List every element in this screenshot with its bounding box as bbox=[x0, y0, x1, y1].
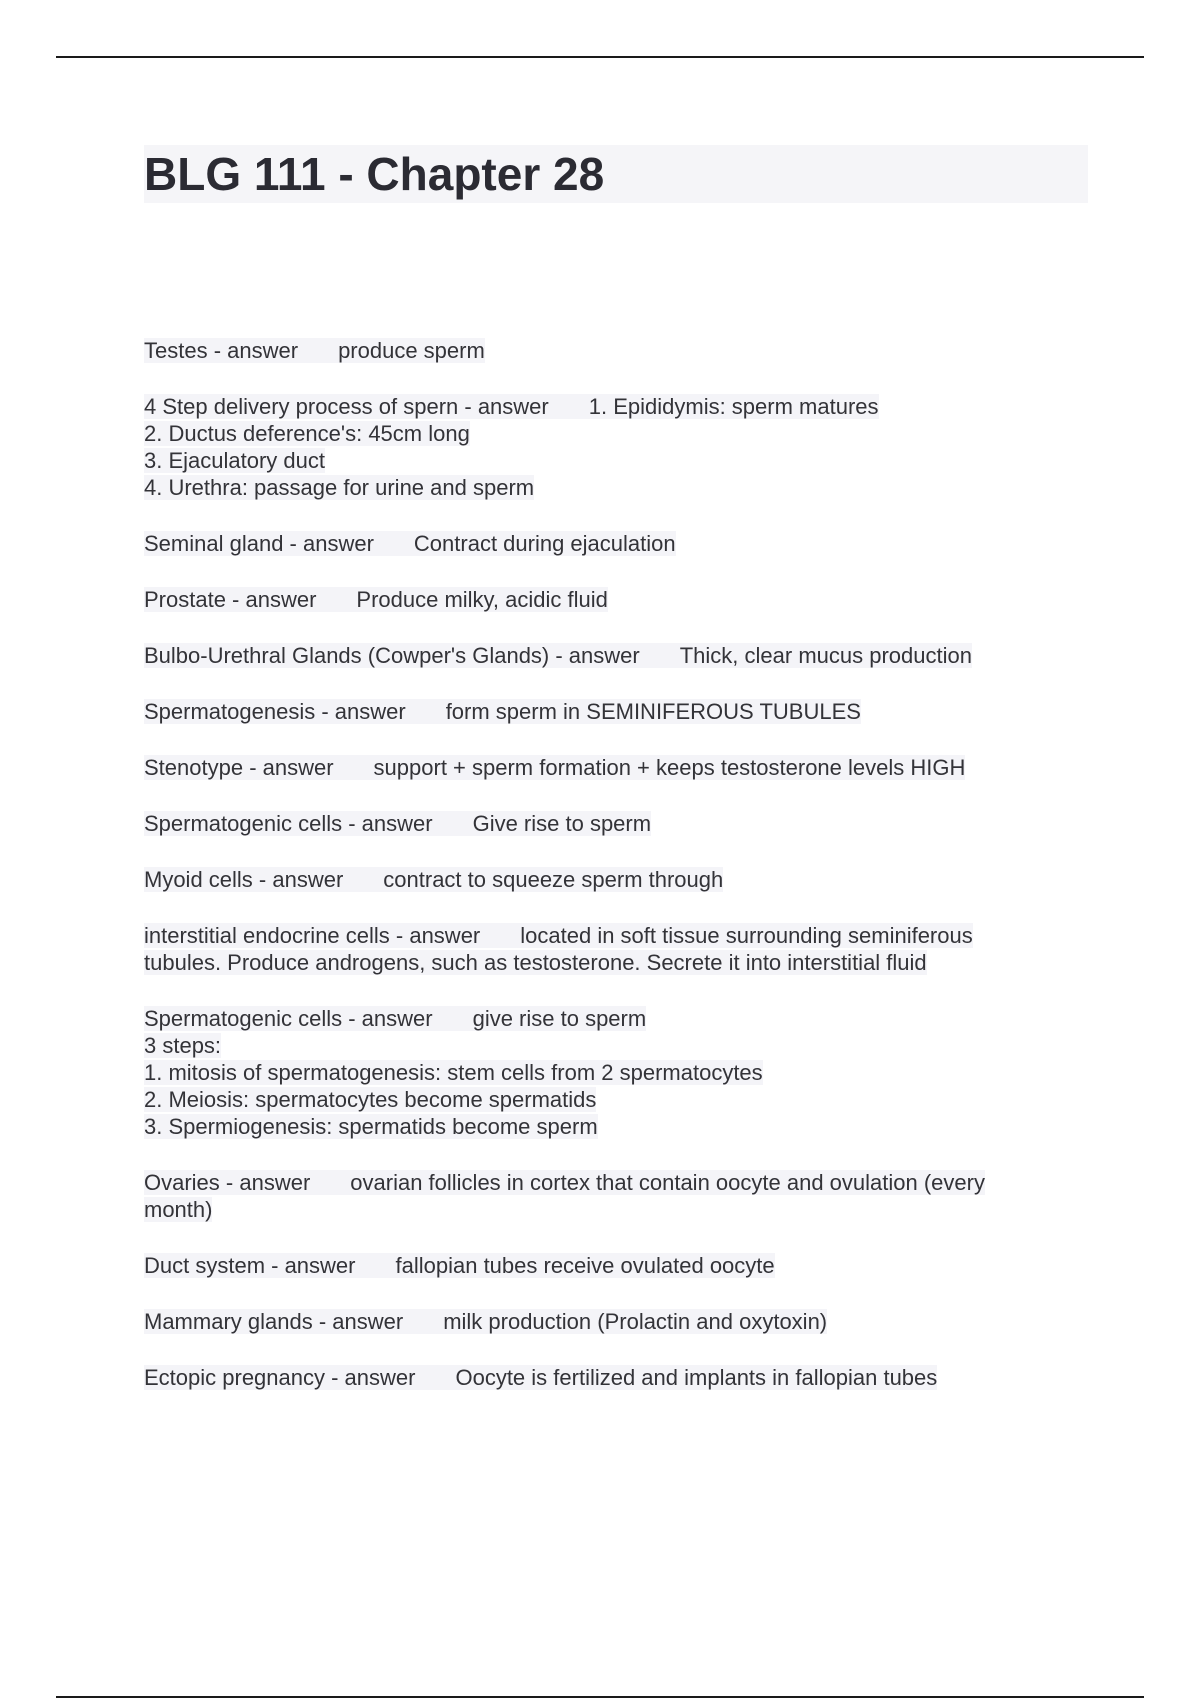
flashcard-entry bbox=[144, 393, 1088, 501]
flashcard-continuation-text: tubules. Produce androgens, such as testosterone. Secrete it into interstitial fluid bbox=[144, 950, 927, 975]
flashcard-entry bbox=[144, 698, 1088, 725]
flashcard-definition: ovarian follicles in cortex that contain oocyte and ovulation (every bbox=[350, 1170, 985, 1195]
flashcard-entry bbox=[144, 866, 1088, 893]
flashcard-definition: fallopian tubes receive ovulated oocyte bbox=[395, 1253, 775, 1278]
flashcard-first-line bbox=[144, 530, 1088, 557]
flashcard-highlight bbox=[144, 867, 723, 892]
flashcard-first-line bbox=[144, 1364, 1088, 1391]
flashcard-highlight bbox=[144, 1365, 937, 1390]
flashcard-highlight bbox=[144, 811, 651, 836]
flashcard-continuation-text: 3. Spermiogenesis: spermatids become sperm bbox=[144, 1114, 598, 1139]
flashcard-continuation-line bbox=[144, 1032, 1088, 1059]
flashcard-definition: Produce milky, acidic fluid bbox=[356, 587, 608, 612]
flashcard-term: Duct system - answer bbox=[144, 1253, 356, 1278]
flashcard-first-line bbox=[144, 922, 1088, 949]
flashcard-definition: milk production (Prolactin and oxytoxin) bbox=[443, 1309, 828, 1334]
bottom-rule bbox=[56, 1696, 1144, 1698]
flashcard-continuation-line bbox=[144, 420, 1088, 447]
flashcard-first-line bbox=[144, 1169, 1088, 1196]
flashcard-definition: Thick, clear mucus production bbox=[679, 643, 972, 668]
flashcard-definition: contract to squeeze sperm through bbox=[383, 867, 724, 892]
flashcard-highlight bbox=[144, 1309, 827, 1334]
flashcard-term: Prostate - answer bbox=[144, 587, 317, 612]
flashcard-definition: located in soft tissue surrounding seminiferous bbox=[520, 923, 973, 948]
flashcard-continuation-text: 2. Ductus deference's: 45cm long bbox=[144, 421, 470, 446]
flashcard-term: Spermatogenesis - answer bbox=[144, 699, 406, 724]
flashcard-continuation-line bbox=[144, 474, 1088, 501]
flashcard-continuation-text: 3. Ejaculatory duct bbox=[144, 448, 325, 473]
flashcard-continuation-line bbox=[144, 447, 1088, 474]
flashcard-continuation-line bbox=[144, 1113, 1088, 1140]
flashcard-entry bbox=[144, 922, 1088, 976]
flashcard-definition: produce sperm bbox=[338, 338, 485, 363]
flashcard-list bbox=[144, 337, 1088, 1420]
flashcard-first-line bbox=[144, 866, 1088, 893]
flashcard-term: Mammary glands - answer bbox=[144, 1309, 404, 1334]
flashcard-term: Ectopic pregnancy - answer bbox=[144, 1365, 416, 1390]
flashcard-first-line bbox=[144, 393, 1088, 420]
flashcard-first-line bbox=[144, 754, 1088, 781]
flashcard-highlight bbox=[144, 531, 676, 556]
flashcard-term: Ovaries - answer bbox=[144, 1170, 311, 1195]
flashcard-definition: support + sperm formation + keeps testosterone levels HIGH bbox=[373, 755, 966, 780]
flashcard-highlight bbox=[144, 643, 972, 668]
flashcard-term: Spermatogenic cells - answer bbox=[144, 1006, 433, 1031]
flashcard-continuation-line bbox=[144, 1059, 1088, 1086]
flashcard-term: Myoid cells - answer bbox=[144, 867, 344, 892]
flashcard-entry bbox=[144, 1252, 1088, 1279]
flashcard-highlight bbox=[144, 923, 973, 948]
flashcard-definition: 1. Epididymis: sperm matures bbox=[588, 394, 879, 419]
flashcard-term: 4 Step delivery process of spern - answer bbox=[144, 394, 549, 419]
flashcard-highlight bbox=[144, 1170, 985, 1195]
flashcard-entry bbox=[144, 1364, 1088, 1391]
flashcard-definition: Oocyte is fertilized and implants in fallopian tubes bbox=[455, 1365, 938, 1390]
flashcard-first-line bbox=[144, 586, 1088, 613]
flashcard-definition: Give rise to sperm bbox=[472, 811, 652, 836]
flashcard-highlight bbox=[144, 1253, 775, 1278]
flashcard-definition: give rise to sperm bbox=[472, 1006, 647, 1031]
title-block bbox=[144, 145, 1088, 203]
flashcard-continuation-text: 3 steps: bbox=[144, 1033, 222, 1058]
flashcard-highlight bbox=[144, 587, 608, 612]
flashcard-first-line bbox=[144, 1005, 1088, 1032]
flashcard-first-line bbox=[144, 810, 1088, 837]
top-rule bbox=[56, 56, 1144, 58]
flashcard-entry bbox=[144, 1005, 1088, 1140]
flashcard-continuation-text: 4. Urethra: passage for urine and sperm bbox=[144, 475, 535, 500]
flashcard-term: Spermatogenic cells - answer bbox=[144, 811, 433, 836]
flashcard-highlight bbox=[144, 1006, 646, 1031]
flashcard-entry bbox=[144, 530, 1088, 557]
flashcard-first-line bbox=[144, 698, 1088, 725]
flashcard-entry bbox=[144, 337, 1088, 364]
flashcard-highlight bbox=[144, 755, 965, 780]
flashcard-continuation-text: month) bbox=[144, 1197, 213, 1222]
flashcard-highlight bbox=[144, 699, 861, 724]
flashcard-continuation-text: 2. Meiosis: spermatocytes become spermatids bbox=[144, 1087, 597, 1112]
flashcard-first-line bbox=[144, 1308, 1088, 1335]
flashcard-term: Bulbo-Urethral Glands (Cowper's Glands) - answer bbox=[144, 643, 640, 668]
flashcard-entry bbox=[144, 586, 1088, 613]
flashcard-first-line bbox=[144, 642, 1088, 669]
flashcard-first-line bbox=[144, 1252, 1088, 1279]
flashcard-continuation-text: 1. mitosis of spermatogenesis: stem cells from 2 spermatocytes bbox=[144, 1060, 763, 1085]
flashcard-highlight bbox=[144, 394, 879, 419]
flashcard-entry bbox=[144, 1308, 1088, 1335]
flashcard-definition: form sperm in SEMINIFEROUS TUBULES bbox=[445, 699, 861, 724]
flashcard-entry bbox=[144, 642, 1088, 669]
page-title: BLG 111 - Chapter 28 bbox=[144, 148, 605, 200]
flashcard-entry bbox=[144, 810, 1088, 837]
flashcard-definition: Contract during ejaculation bbox=[413, 531, 676, 556]
flashcard-highlight bbox=[144, 338, 485, 363]
flashcard-term: Testes - answer bbox=[144, 338, 299, 363]
flashcard-term: Seminal gland - answer bbox=[144, 531, 374, 556]
flashcard-entry bbox=[144, 754, 1088, 781]
flashcard-first-line bbox=[144, 337, 1088, 364]
flashcard-term: Stenotype - answer bbox=[144, 755, 334, 780]
flashcard-entry bbox=[144, 1169, 1088, 1223]
flashcard-continuation-line bbox=[144, 1196, 1088, 1223]
flashcard-continuation-line bbox=[144, 949, 1088, 976]
flashcard-continuation-line bbox=[144, 1086, 1088, 1113]
flashcard-term: interstitial endocrine cells - answer bbox=[144, 923, 481, 948]
